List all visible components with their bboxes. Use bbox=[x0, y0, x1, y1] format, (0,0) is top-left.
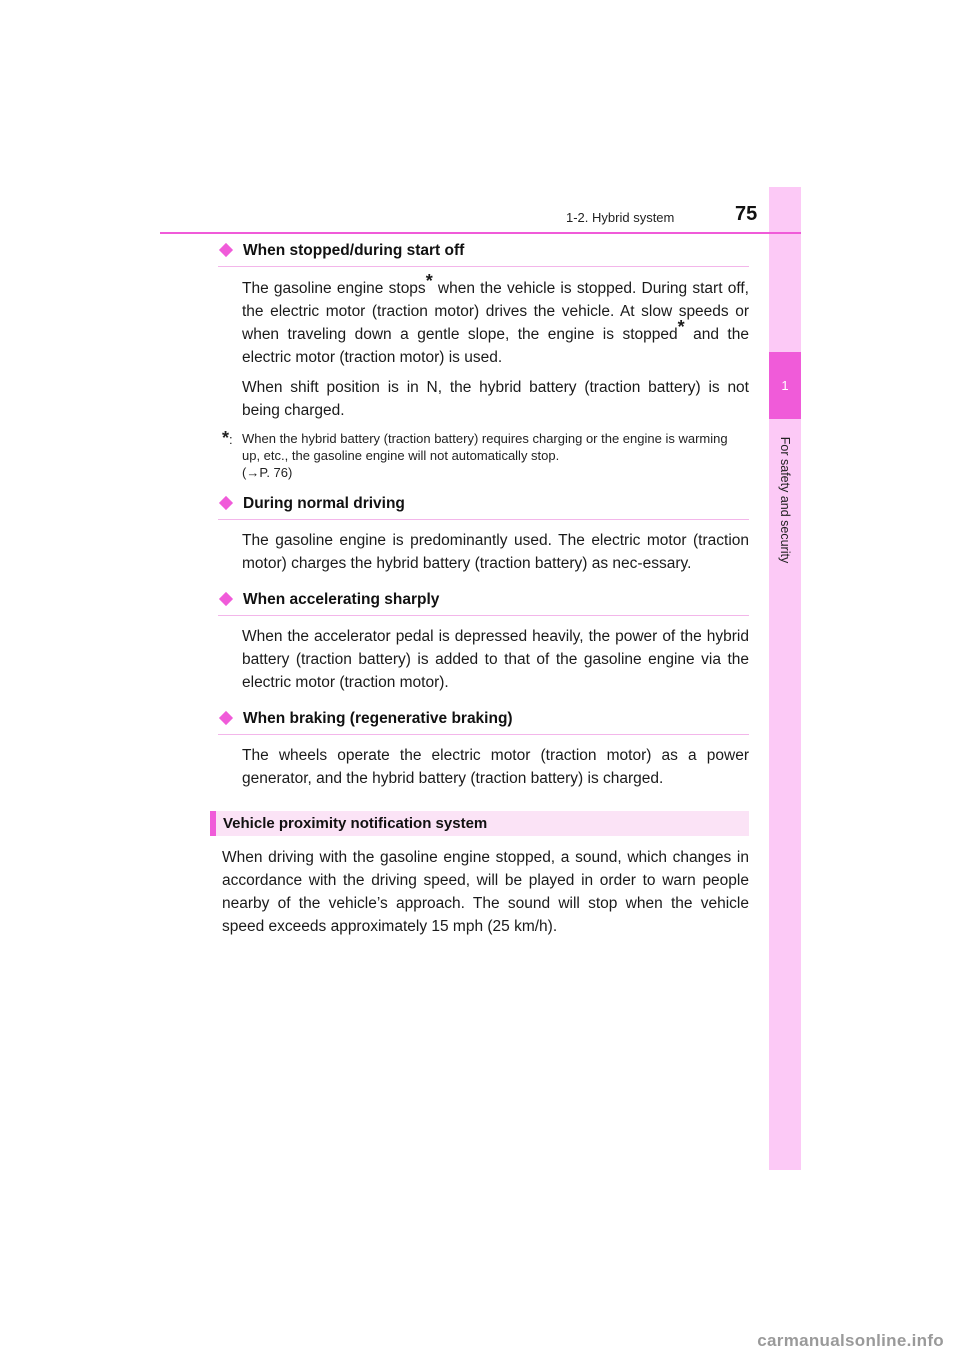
paragraph-shift-neutral: When shift position is in N, the hybrid battery (traction battery) is not being charged. bbox=[242, 379, 749, 419]
page-number: 75 bbox=[735, 203, 758, 225]
footnote-marker: *: bbox=[222, 428, 233, 448]
chapter-number-tab bbox=[769, 352, 801, 419]
header-divider bbox=[160, 232, 801, 234]
site-watermark: carmanualsonline.info bbox=[757, 1331, 944, 1350]
subheading-normal-driving bbox=[218, 493, 749, 520]
chapter-side-strip bbox=[769, 187, 801, 1170]
diamond-bullet-icon bbox=[219, 496, 233, 510]
subheading-accelerating bbox=[218, 589, 749, 616]
banner-accent-bar bbox=[210, 811, 216, 836]
paragraph-braking: The wheels operate the electric motor (traction motor) as a power generator, and the hybrid battery (traction battery) is charged. bbox=[242, 747, 749, 787]
chapter-number: 1 bbox=[781, 378, 789, 393]
diamond-bullet-icon bbox=[219, 243, 233, 257]
section-title: 1-2. Hybrid system bbox=[566, 210, 675, 225]
page-content bbox=[218, 240, 749, 938]
subheading-text: When accelerating sharply bbox=[243, 591, 440, 608]
subheading-text: During normal driving bbox=[243, 495, 405, 512]
subheading-stopped bbox=[218, 240, 749, 267]
paragraph-stopped: The gasoline engine stops* when the vehicle is stopped. During start off, the electric motor (traction motor) drives the vehicle. At slow speeds or when traveling down a gentle slope, the engine is stopped* and the electric motor (traction motor) is used. bbox=[242, 270, 749, 366]
footnote bbox=[218, 430, 749, 481]
chapter-title: For safety and security bbox=[778, 436, 792, 564]
paragraph-accelerating: When the accelerator pedal is depressed heavily, the power of the hybrid battery (traction battery) is added to that of the gasoline engine via the electric motor (traction motor). bbox=[242, 628, 749, 691]
subheading-text: When stopped/during start off bbox=[243, 242, 465, 259]
paragraph-normal-driving: The gasoline engine is predominantly used. The electric motor (traction motor) charges the hybrid battery (traction battery) as nec-essary. bbox=[242, 532, 749, 572]
footnote-text: When the hybrid battery (traction battery) requires charging or the engine is warming up, etc., the gasoline engine will not automatically stop. bbox=[242, 431, 728, 463]
diamond-bullet-icon bbox=[219, 592, 233, 606]
footnote-page-ref: (→P. 76) bbox=[242, 465, 293, 480]
banner-title: Vehicle proximity notification system bbox=[223, 815, 488, 832]
diamond-bullet-icon bbox=[219, 711, 233, 725]
subheading-braking bbox=[218, 708, 749, 735]
section-banner-proximity bbox=[210, 811, 749, 836]
subheading-text: When braking (regenerative braking) bbox=[243, 710, 513, 727]
footnote-star: * bbox=[677, 316, 685, 337]
footnote-star: * bbox=[425, 270, 433, 291]
paragraph-proximity: When driving with the gasoline engine stopped, a sound, which changes in accordance with the driving speed, will be played in order to warn people nearby of the vehicle’s approach. The sound will stop when the vehicle speed exceeds approximately 15 mph (25 km/h). bbox=[222, 849, 749, 935]
